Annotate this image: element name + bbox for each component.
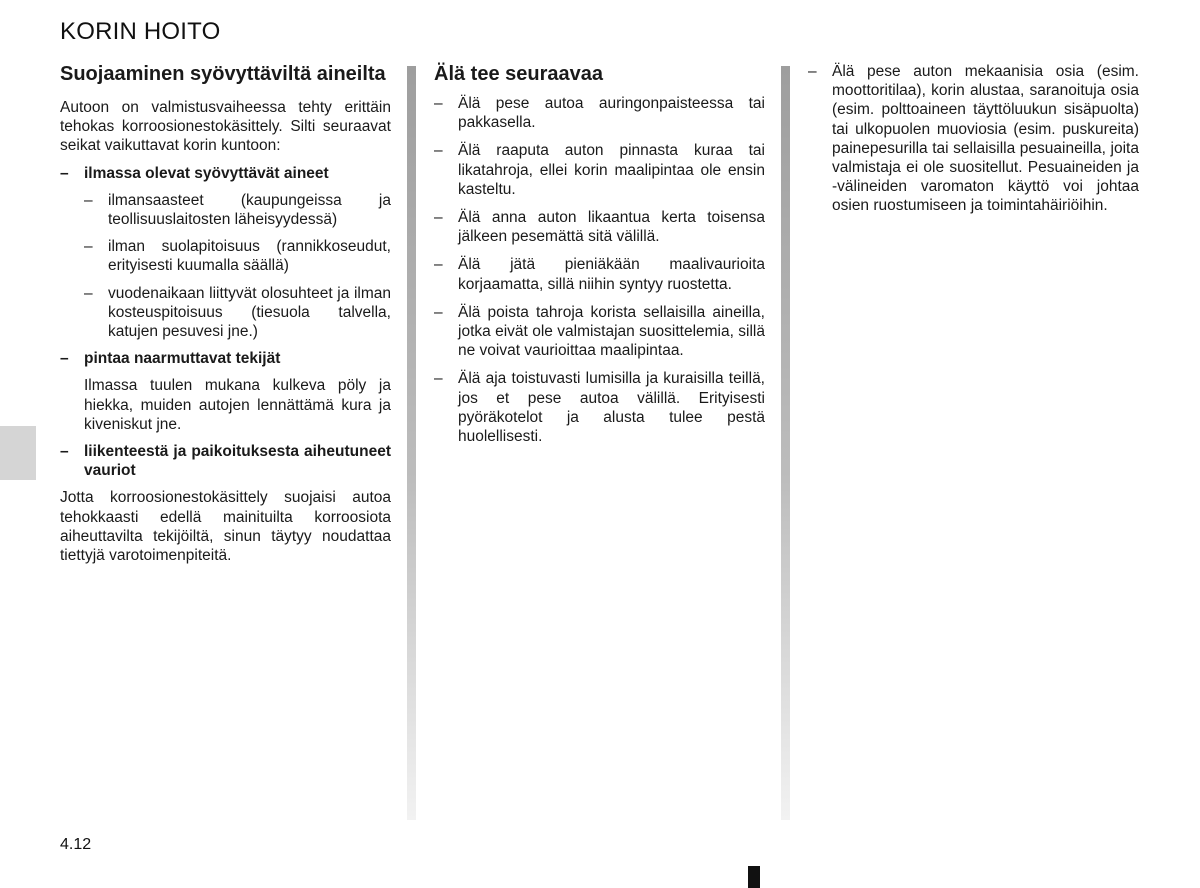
- dash-bullet: –: [60, 350, 69, 368]
- list-item: [60, 164, 391, 183]
- sub-list-item: [60, 237, 391, 275]
- column-do-not-continued: [808, 62, 1139, 224]
- list-item: [434, 141, 765, 199]
- column-do-not: [434, 62, 765, 455]
- list-item: [434, 94, 765, 132]
- column-corrosion-protection: [60, 62, 391, 573]
- list-item: [434, 369, 765, 446]
- dash-bullet: –: [434, 209, 443, 227]
- list-item-text: Älä pese auton mekaanisia osia (esim. moottoritilaa), korin alustaa, saranoituja osia (esim. polttoaineen täyttöluukun sisäpuolta) tai ulkopuolen muoviosia (esim. puskureita) painepesurilla tai sellaisilla pesuaineilla, joita valmistaja ei ole suositellut. Pesuaineiden ja -välineiden varomaton käyttö voi johtaa osien ruostumiseen ja toimintahäiriöihin.: [832, 63, 1139, 215]
- list-item: [808, 62, 1139, 216]
- dash-bullet: –: [60, 164, 69, 182]
- intro-paragraph: Autoon on valmistusvaiheessa tehty erittäin tehokas korroosionestokäsittely. Silti seuraavat seikat vaikuttavat korin kuntoon:: [60, 99, 391, 155]
- list-item: [60, 349, 391, 368]
- dash-bullet: –: [434, 303, 443, 321]
- list-item-text: Älä anna auton likaantua kerta toisensa jälkeen pesemättä sitä välillä.: [458, 209, 765, 246]
- list-item-text: liikenteestä ja paikoituksesta aiheutuneet vauriot: [84, 443, 391, 480]
- list-item-text: Älä raaputa auton pinnasta kuraa tai likatahroja, ellei korin maalipintaa ole ensin kasteltu.: [458, 142, 765, 198]
- page-number: 4.12: [60, 836, 92, 853]
- dash-bullet: –: [434, 370, 443, 388]
- page-title: KORIN HOITO: [60, 18, 221, 45]
- dash-bullet: –: [434, 95, 443, 112]
- list-item-text: Älä pese autoa auringonpaisteessa tai pakkasella.: [458, 95, 765, 132]
- sub-list-item-text: vuodenaikaan liittyvät olosuhteet ja ilman kosteuspitoisuus (tiesuola talvella, katujen pesuvesi jne.): [108, 284, 391, 341]
- list-item-text: pintaa naarmuttavat tekijät: [84, 350, 281, 368]
- dash-bullet: –: [434, 256, 443, 274]
- closing-paragraph: Jotta korroosionestokäsittely suojaisi autoa tehokkaasti edellä mainituilta korroosiota aiheuttavilta tekijöiltä, sinun täytyy noudattaa tiettyjä varotoimenpiteitä.: [60, 489, 391, 565]
- dash-bullet: –: [84, 191, 93, 209]
- crop-mark: [748, 866, 760, 888]
- section-tab-marker: [0, 426, 36, 480]
- sub-list-item-text: ilman suolapitoisuus (rannikkoseudut, erityisesti kuumalla säällä): [108, 238, 391, 275]
- column-separator: [781, 66, 790, 820]
- list-item: [60, 442, 391, 480]
- list-item-text: Älä jätä pieniäkään maalivaurioita korjaamatta, sillä niihin syntyy ruostetta.: [458, 256, 765, 293]
- dash-bullet: –: [808, 63, 817, 80]
- list-item: [434, 255, 765, 293]
- list-item-text: Älä poista tahroja korista sellaisilla aineilla, jotka eivät ole valmistajan suosittelemia, sillä ne voivat vaurioittaa maalipintaa.: [458, 303, 765, 360]
- list-item-description: Ilmassa tuulen mukana kulkeva pöly ja hiekka, muiden autojen lennättämä kura ja kiveniskut jne.: [84, 377, 391, 433]
- dash-bullet: –: [84, 238, 93, 256]
- sub-list-item: [60, 191, 391, 229]
- section-heading-do-not: Älä tee seuraavaa: [434, 63, 604, 85]
- sub-list-item: [60, 284, 391, 342]
- dash-bullet: –: [434, 142, 443, 160]
- column-separator: [407, 66, 416, 820]
- list-item-text: Älä aja toistuvasti lumisilla ja kuraisilla teillä, jos et pese autoa välillä. Erityisesti pyöräkotelot ja alusta tulee pestä huolellisesti.: [458, 370, 765, 446]
- list-item: [434, 208, 765, 246]
- sub-list-item-text: ilmansaasteet (kaupungeissa ja teollisuuslaitosten läheisyydessä): [108, 191, 391, 229]
- dash-bullet: –: [60, 443, 69, 461]
- list-item-text: ilmassa olevat syövyttävät aineet: [84, 164, 329, 182]
- dash-bullet: –: [84, 284, 93, 302]
- list-item: [434, 303, 765, 361]
- section-heading-corrosion: Suojaaminen syövyttäviltä aineilta: [60, 63, 386, 85]
